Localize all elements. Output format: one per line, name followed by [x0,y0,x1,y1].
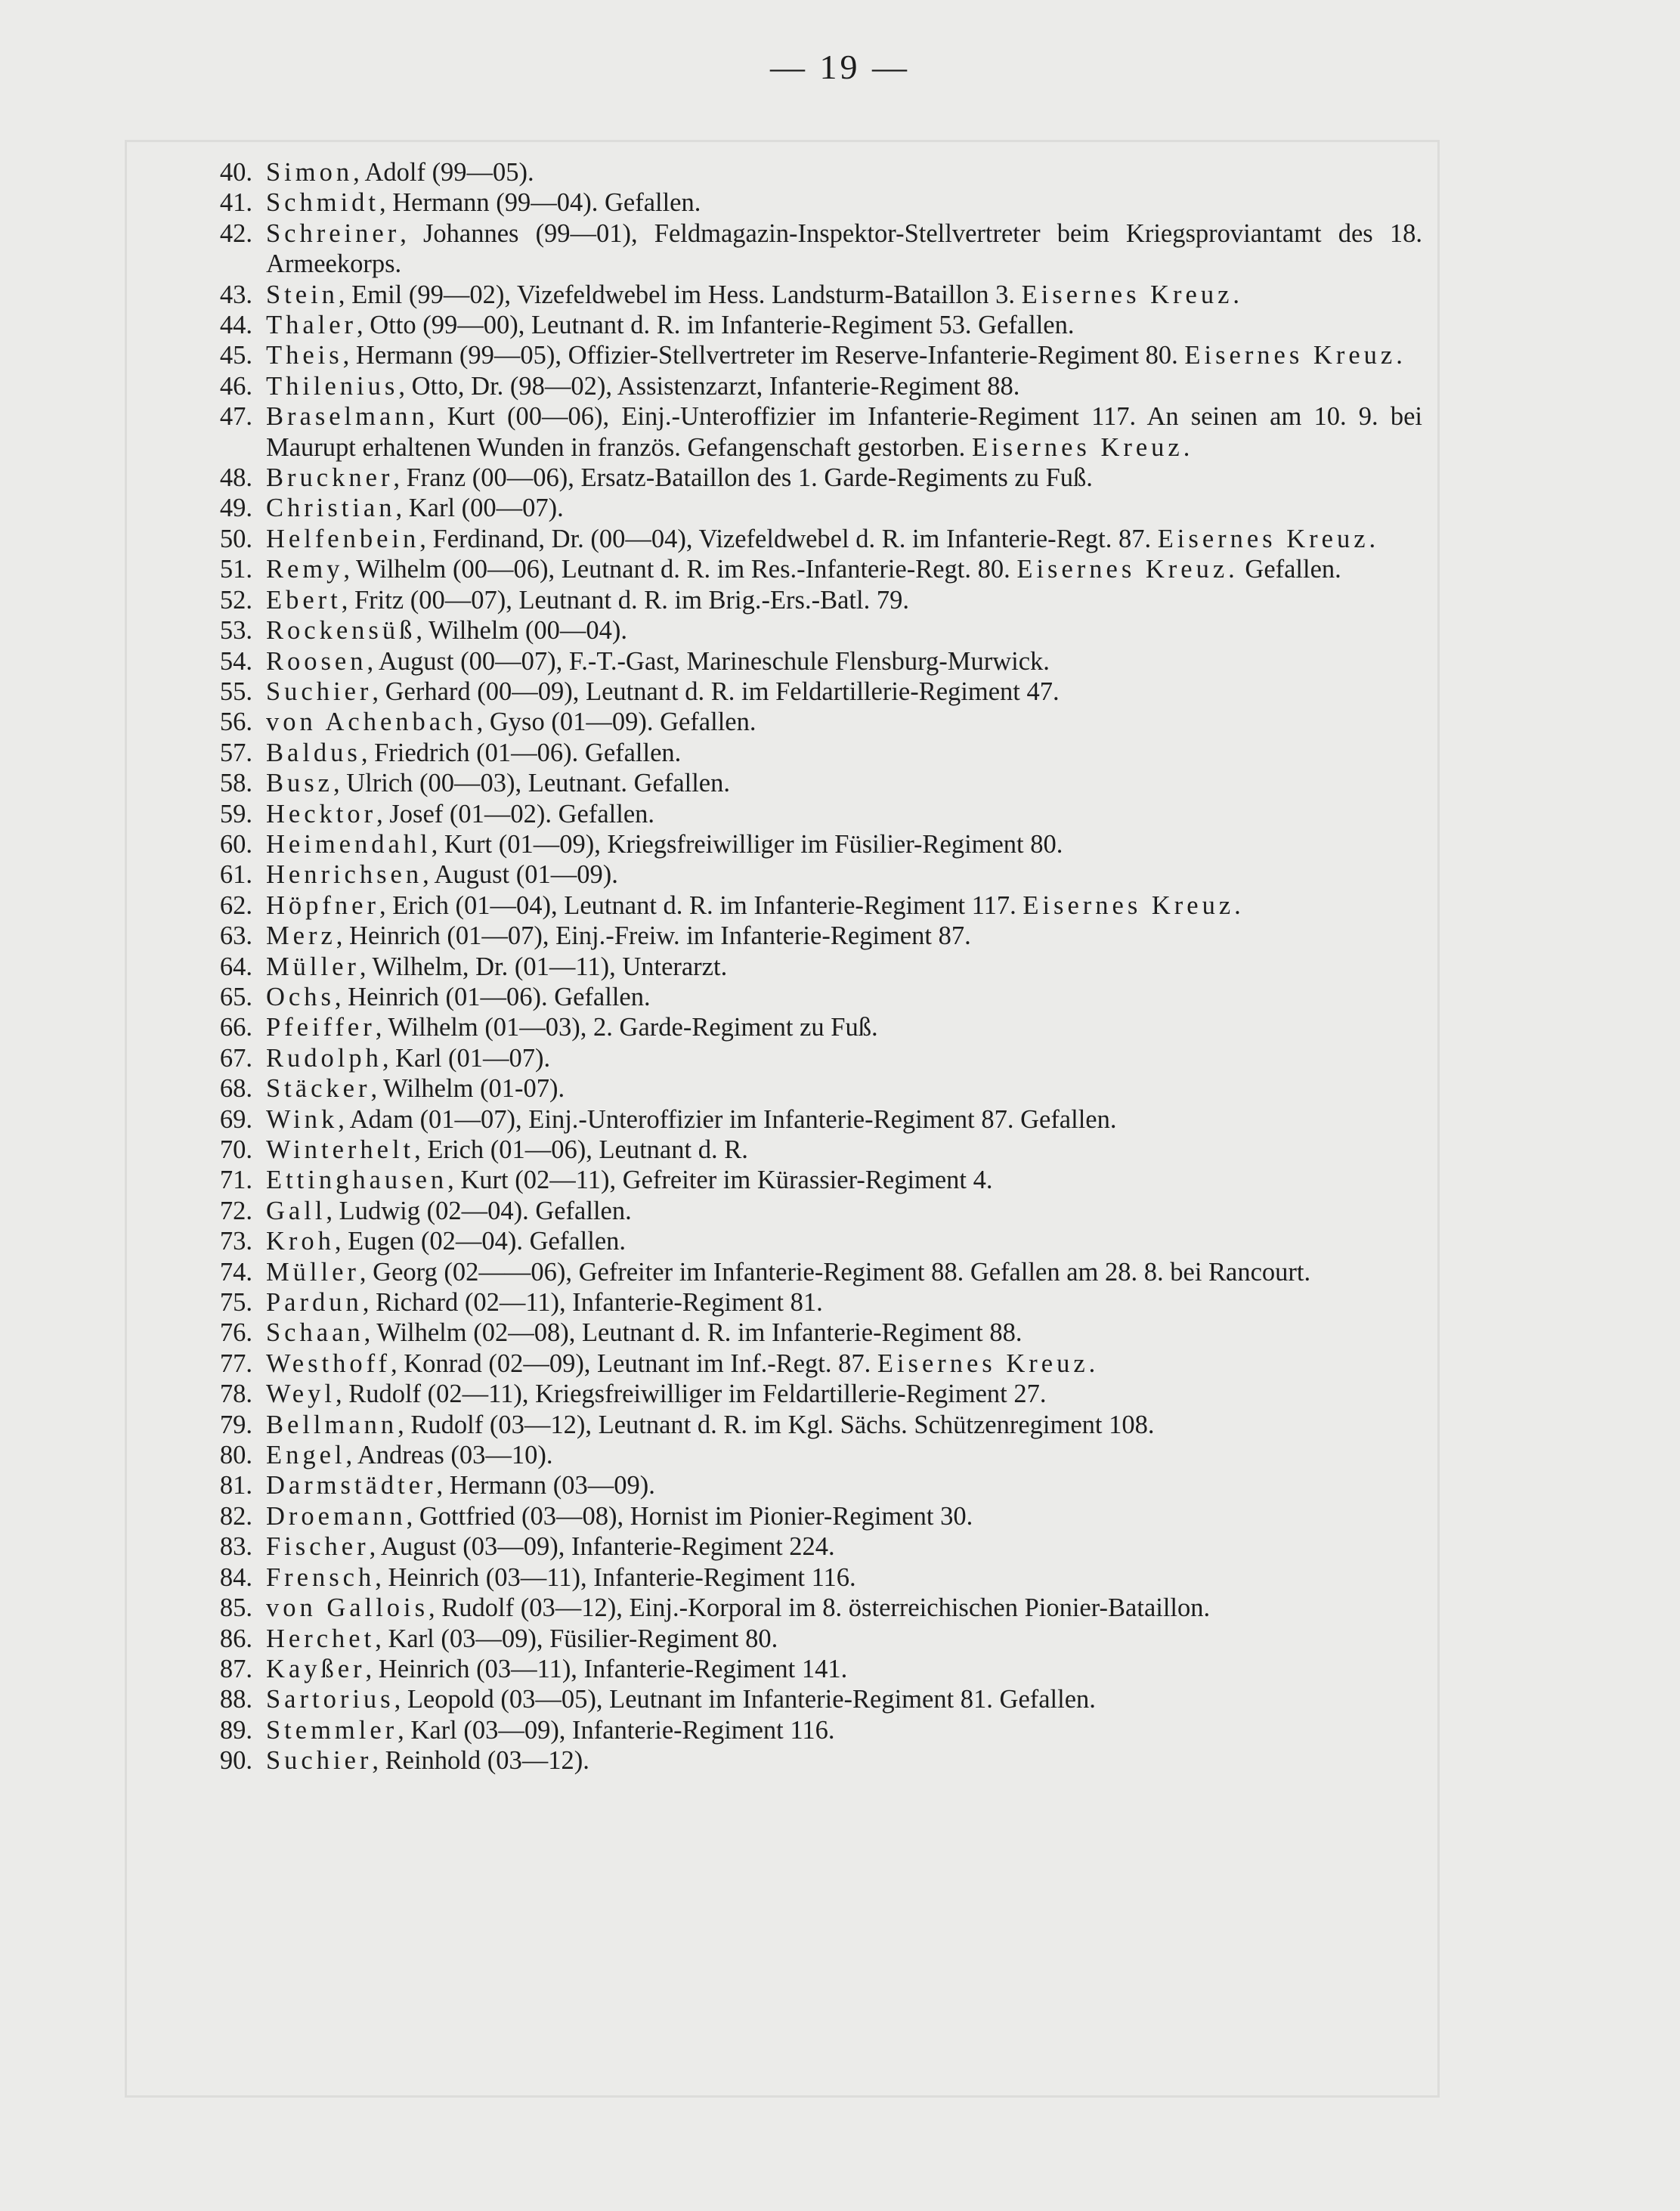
person-name: Schreiner [266,218,401,248]
entry-text [266,677,1422,707]
entry-details: , Gyso (01—09). Gefallen. [476,708,756,737]
entry-details: , Wilhelm, Dr. (01—11), Unterarzt. [359,952,728,981]
entry-text [266,1531,1422,1562]
entry-details: , Adolf (99—05). [353,158,534,187]
entry-number: 74. [219,1257,252,1287]
entry-details: , Josef (01—02). Gefallen. [376,799,655,828]
person-name: Sartorius [266,1685,394,1714]
status-note: Gefallen. [1238,555,1341,584]
person-name: Schaan [266,1318,364,1348]
entry-text [266,1196,1422,1226]
entry-text [266,1073,1422,1104]
entry-number: 86. [219,1624,252,1653]
entry-number: 48. [219,463,252,493]
entry-text [266,157,1422,187]
entry-number: 78. [219,1380,252,1409]
person-name: Christian [266,494,396,523]
list-item [198,859,1422,890]
person-name: Suchier [266,677,373,706]
entry-text [266,1043,1422,1073]
list-item [198,738,1422,768]
person-name: Hecktor [266,799,377,828]
list-item [198,1624,1422,1654]
entry-details: , Karl (01—07). [382,1043,551,1073]
list-item [198,1440,1422,1470]
entry-text [266,738,1422,768]
entry-number: 67. [219,1043,252,1073]
person-name: Busz [266,769,333,798]
person-name: Herchet [266,1624,376,1653]
list-item [198,371,1422,401]
list-item [198,1226,1422,1256]
entry-details: , Leopold (03—05), Leutnant im Infanterie-Regiment 81. Gefallen. [394,1685,1096,1714]
person-name: Stäcker [266,1074,371,1104]
list-item [198,280,1422,310]
entry-details: , Hermann (03—09). [436,1471,655,1500]
award-note: Eisernes Kreuz. [1184,341,1406,370]
entry-number: 47. [219,402,252,432]
list-item [198,677,1422,707]
entry-number: 41. [219,188,252,218]
entry-details: , Erich (01—06), Leutnant d. R. [414,1135,748,1164]
list-item [198,615,1422,646]
entry-number: 76. [219,1318,252,1348]
entry-text [266,1745,1422,1776]
person-name: Suchier [266,1746,373,1776]
list-item [198,310,1422,340]
person-name: Stemmler [266,1715,398,1745]
list-item [198,1012,1422,1042]
list-item [198,1501,1422,1531]
person-name: Rudolph [266,1043,382,1073]
list-item [198,401,1422,463]
entry-details: , August (03—09), Infanterie-Regiment 224. [369,1532,835,1562]
person-name: Westhoff [266,1349,391,1378]
list-item [198,1287,1422,1318]
entry-number: 57. [219,738,252,767]
entry-number: 55. [219,677,252,706]
person-name: von Achenbach [266,708,477,737]
entry-text [266,921,1422,951]
entry-number: 81. [219,1471,252,1500]
entry-number: 70. [219,1135,252,1164]
entry-text [266,280,1422,310]
person-name: Theis [266,341,343,370]
entry-text [266,829,1422,859]
person-name: Rockensüß [266,616,416,646]
person-name: Thilenius [266,371,399,401]
list-item [198,1410,1422,1440]
list-item [198,646,1422,677]
entry-number: 84. [219,1562,252,1592]
entry-details: , Johannes (99—01), Feldmagazin-Inspektor-Stellvertreter beim Kriegsproviantamt des 18. Armeekorps. [266,218,1422,279]
list-item [198,1196,1422,1226]
entry-text [266,1410,1422,1440]
list-item [198,921,1422,951]
person-name: Winterhelt [266,1135,415,1164]
list-item [198,1745,1422,1776]
entry-details: , August (00—07), F.-T.-Gast, Marineschule Flensburg-Murwick. [367,646,1050,676]
person-name: Baldus [266,738,361,767]
list-item [198,524,1422,554]
entry-text [266,1257,1422,1287]
list-item [198,1104,1422,1135]
entry-number: 49. [219,494,252,523]
person-name: Roosen [266,646,367,676]
entry-details: , Friedrich (01—06). Gefallen. [360,738,682,767]
entry-number: 40. [219,158,252,187]
entry-number: 88. [219,1685,252,1714]
entry-text [266,554,1422,584]
entry-number: 90. [219,1746,252,1776]
entry-details: , Wilhelm (00—04). [416,616,628,646]
entry-number: 72. [219,1196,252,1225]
entry-number: 42. [219,218,252,248]
entry-text [266,493,1422,523]
entry-number: 62. [219,890,252,920]
entry-details: , Heinrich (03—11), Infanterie-Regiment 116. [375,1562,856,1592]
entry-details: , Adam (01—07), Einj.-Unteroffizier im Infanterie-Regiment 87. Gefallen. [338,1104,1117,1134]
entry-details: , Ludwig (02—04). Gefallen. [326,1196,632,1225]
list-item [198,707,1422,737]
entry-text [266,1135,1422,1165]
award-note: Eisernes Kreuz. [1023,890,1245,920]
list-item [198,157,1422,187]
entry-text [266,371,1422,401]
entry-text [266,1470,1422,1500]
entry-text [266,1104,1422,1135]
entry-text [266,1715,1422,1745]
entry-number: 66. [219,1013,252,1042]
person-name: Ettinghausen [266,1166,448,1195]
list-item [198,187,1422,218]
entry-number: 89. [219,1715,252,1745]
entry-text [266,1654,1422,1684]
entry-details: , Kurt (02—11), Gefreiter im Kürassier-Regiment 4. [447,1166,993,1195]
entry-text [266,615,1422,646]
entry-number: 45. [219,341,252,370]
entry-text [266,890,1422,921]
person-name: Frensch [266,1562,376,1592]
entry-number: 75. [219,1288,252,1318]
entry-list [198,157,1422,1776]
entry-text [266,1318,1422,1348]
entry-text [266,1593,1422,1623]
entry-details: , Fritz (00—07), Leutnant d. R. im Brig.-Ers.-Batl. 79. [341,585,909,615]
person-name: Helfenbein [266,524,420,553]
entry-number: 73. [219,1227,252,1256]
person-name: Merz [266,921,336,951]
list-item [198,1470,1422,1500]
entry-number: 85. [219,1593,252,1623]
award-note: Eisernes Kreuz. [971,432,1194,462]
entry-details: , Richard (02—11), Infanterie-Regiment 81. [362,1288,823,1318]
entry-number: 71. [219,1166,252,1195]
entry-number: 83. [219,1532,252,1562]
person-name: Henrichsen [266,860,423,890]
person-name: Fischer [266,1532,370,1562]
entry-text [266,340,1422,370]
list-item [198,829,1422,859]
entry-number: 53. [219,616,252,646]
entry-number: 50. [219,524,252,553]
entry-details: , Heinrich (01—07), Einj.-Freiw. im Infanterie-Regiment 87. [336,921,971,951]
person-name: Gall [266,1196,326,1225]
entry-details: , Reinhold (03—12). [372,1746,589,1776]
entry-number: 51. [219,555,252,584]
list-item [198,1531,1422,1562]
entry-text [266,218,1422,280]
entry-number: 54. [219,646,252,676]
entry-details: , Gerhard (00—09), Leutnant d. R. im Feldartillerie-Regiment 47. [372,677,1060,706]
entry-details: , Erich (01—04), Leutnant d. R. im Infanterie-Regiment 117. [379,890,1023,920]
list-item [198,982,1422,1012]
entry-details: , August (01—09). [422,860,618,890]
entry-details: , Rudolf (02—11), Kriegsfreiwilliger im Feldartillerie-Regiment 27. [335,1380,1047,1409]
entry-details: , Konrad (02—09), Leutnant im Inf.-Regt. 87. [390,1349,877,1378]
entry-number: 65. [219,982,252,1011]
entry-text [266,1684,1422,1714]
entry-text [266,1562,1422,1593]
entry-details: , Karl (03—09), Füsilier-Regiment 80. [375,1624,778,1653]
entry-number: 77. [219,1349,252,1378]
entry-text [266,1165,1422,1195]
person-name: Thaler [266,311,357,340]
list-item [198,463,1422,493]
entry-details: , Gottfried (03—08), Hornist im Pionier-Regiment 30. [406,1501,973,1531]
entry-details: , Emil (99—02), Vizefeldwebel im Hess. Landsturm-Bataillon 3. [338,280,1022,309]
entry-number: 63. [219,921,252,951]
entry-text [266,1501,1422,1531]
entry-text [266,401,1422,463]
entry-details: , Wilhelm (01—03), 2. Garde-Regiment zu Fuß. [375,1013,878,1042]
entry-details: , Heinrich (01—06). Gefallen. [334,982,651,1011]
entry-details: , Wilhelm (02—08), Leutnant d. R. im Infanterie-Regiment 88. [364,1318,1023,1348]
award-note: Eisernes Kreuz. [1157,524,1380,553]
list-item [198,554,1422,584]
list-item [198,1562,1422,1593]
page-number: — 19 — [770,48,910,86]
list-item [198,799,1422,829]
entry-text [266,982,1422,1012]
list-item [198,952,1422,982]
entry-details: , Otto, Dr. (98—02), Assistenzarzt, Infanterie-Regiment 88. [398,371,1020,401]
award-note: Eisernes Kreuz. [1016,555,1239,584]
entry-details: , Kurt (00—06), Einj.-Unteroffizier im Infanterie-Regiment 117. An seinen am 10. 9. bei Maurupt erhaltenen Wunden in französ. Gefangenschaft gestorben. [266,402,1422,462]
list-item [198,1684,1422,1714]
person-name: Remy [266,555,344,584]
person-name: Weyl [266,1380,336,1409]
entry-number: 64. [219,952,252,981]
list-item [198,1349,1422,1379]
entry-details: , Heinrich (03—11), Infanterie-Regiment 141. [365,1654,848,1683]
list-item [198,1135,1422,1165]
person-name: Bellmann [266,1410,398,1439]
entry-text [266,1012,1422,1042]
person-name: Darmstädter [266,1471,437,1500]
entry-details: , Wilhelm (01-07). [370,1074,565,1104]
entry-text [266,799,1422,829]
entry-number: 61. [219,860,252,890]
entry-text [266,1440,1422,1470]
person-name: Bruckner [266,463,394,493]
entry-details: , Eugen (02—04). Gefallen. [334,1227,627,1256]
entry-details: , Rudolf (03—12), Einj.-Korporal im 8. österreichischen Pionier-Bataillon. [429,1593,1211,1623]
entry-details: , Otto (99—00), Leutnant d. R. im Infanterie-Regiment 53. Gefallen. [357,311,1075,340]
entry-details: , Karl (03—09), Infanterie-Regiment 116. [398,1715,835,1745]
person-name: Ochs [266,982,335,1011]
person-name: Heimendahl [266,829,432,859]
list-item [198,218,1422,280]
person-name: Droemann [266,1501,407,1531]
entry-number: 87. [219,1654,252,1683]
entry-text [266,1226,1422,1256]
entry-number: 44. [219,311,252,340]
entry-details: , Kurt (01—09), Kriegsfreiwilliger im Füsilier-Regiment 80. [431,829,1063,859]
list-item [198,493,1422,523]
person-name: Müller [266,1257,360,1287]
entry-text [266,1379,1422,1409]
list-item [198,1257,1422,1287]
person-name: Wink [266,1104,339,1134]
person-name: Kayßer [266,1654,366,1683]
entry-number: 46. [219,371,252,401]
entry-details: , Karl (00—07). [395,494,564,523]
person-name: Höpfner [266,890,379,920]
entry-details: , Wilhelm (00—06), Leutnant d. R. im Res.-Infanterie-Regt. 80. [343,555,1017,584]
person-name: von Gallois [266,1593,429,1623]
entry-number: 82. [219,1501,252,1531]
person-name: Simon [266,158,354,187]
entry-text [266,463,1422,493]
entry-text [266,768,1422,798]
list-item [198,1043,1422,1073]
entry-details: , Georg (02——06), Gefreiter im Infanterie-Regiment 88. Gefallen am 28. 8. bei Rancourt. [359,1257,1311,1287]
entry-number: 43. [219,280,252,309]
person-name: Pfeiffer [266,1013,376,1042]
entry-details: , Ulrich (00—03), Leutnant. Gefallen. [333,769,730,798]
entry-text [266,952,1422,982]
list-item [198,585,1422,615]
entry-text [266,187,1422,218]
entry-details: , Franz (00—06), Ersatz-Bataillon des 1. Garde-Regiments zu Fuß. [393,463,1093,493]
person-name: Kroh [266,1227,335,1256]
award-note: Eisernes Kreuz. [877,1349,1100,1378]
list-item [198,1165,1422,1195]
list-item [198,340,1422,370]
entry-details: , Andreas (03—10). [345,1441,553,1470]
list-item [198,1318,1422,1348]
entry-text [266,1287,1422,1318]
entry-details: , Hermann (99—04). Gefallen. [379,188,701,218]
person-name: Stein [266,280,339,309]
person-name: Pardun [266,1288,363,1318]
person-name: Ebert [266,585,342,615]
entry-text [266,1624,1422,1654]
person-name: Müller [266,952,360,981]
entry-text [266,707,1422,737]
list-item [198,1654,1422,1684]
list-item [198,1593,1422,1623]
award-note: Eisernes Kreuz. [1021,280,1244,309]
entry-text [266,585,1422,615]
entry-details: , Rudolf (03—12), Leutnant d. R. im Kgl. Sächs. Schützenregiment 108. [398,1410,1155,1439]
entry-text [266,859,1422,890]
entry-text [266,646,1422,677]
entry-text [266,310,1422,340]
entry-number: 69. [219,1104,252,1134]
entry-number: 59. [219,799,252,828]
entry-number: 52. [219,585,252,615]
list-item [198,890,1422,921]
entry-details: , Hermann (99—05), Offizier-Stellvertreter im Reserve-Infanterie-Regiment 80. [342,341,1185,370]
person-name: Braselmann [266,402,429,432]
person-name: Schmidt [266,188,380,218]
entry-text [266,1349,1422,1379]
entry-number: 68. [219,1074,252,1104]
entry-number: 56. [219,708,252,737]
list-item [198,1379,1422,1409]
entry-number: 80. [219,1441,252,1470]
entry-details: , Ferdinand, Dr. (00—04), Vizefeldwebel d. R. im Infanterie-Regt. 87. [419,524,1158,553]
list-item [198,768,1422,798]
entry-text [266,524,1422,554]
entry-number: 60. [219,829,252,859]
person-name: Engel [266,1441,346,1470]
entry-number: 58. [219,769,252,798]
list-item [198,1073,1422,1104]
list-item [198,1715,1422,1745]
entry-number: 79. [219,1410,252,1439]
